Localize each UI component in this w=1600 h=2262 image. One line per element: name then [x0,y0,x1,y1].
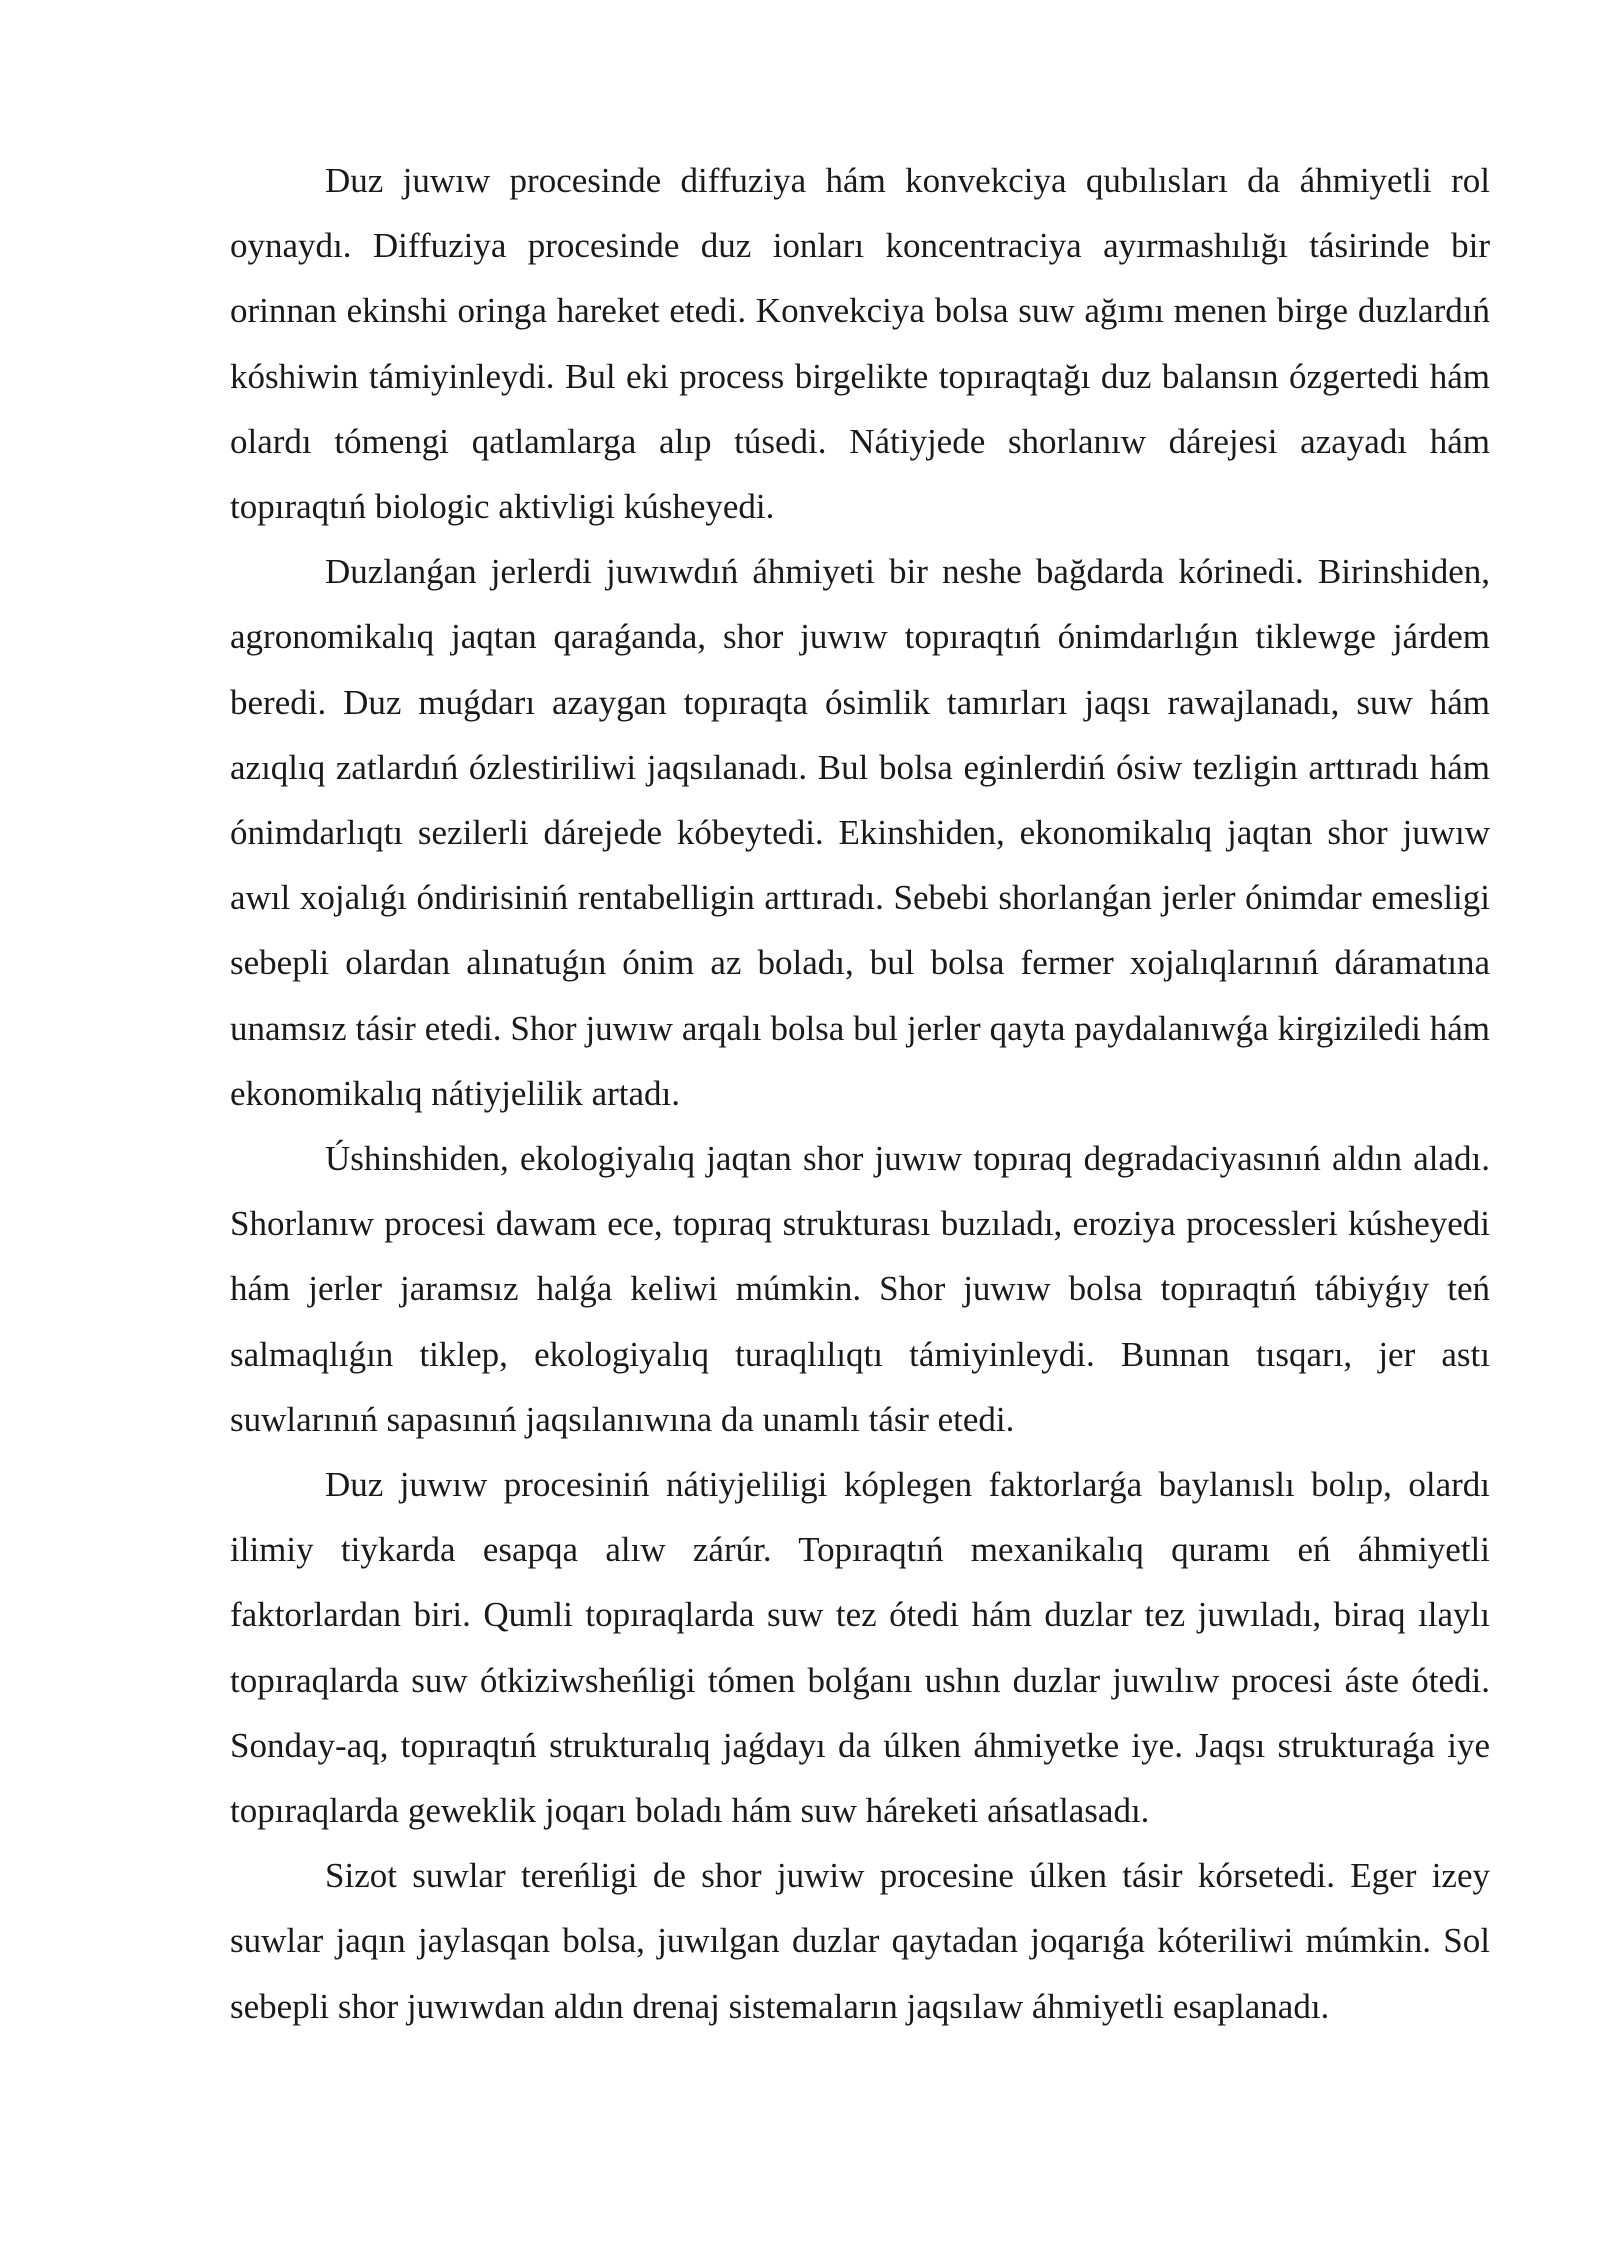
paragraph-groundwater-depth: Sizot suwlar tereńligi de shor juwiw procesine úlken tásir kórsetedi. Eger izey suwlar jaqın jaylasqan bolsa, juwılgan duzlar qaytadan joqarıǵa kóteriliwi múmkin. Sol sebepli shor juwıwdan aldın drenaj sistemaların jaqsılaw áhmiyetli esaplanadı. [230,1856,1490,2026]
paragraph-diffusion-convection: Duz juwıw procesinde diffuziya hám konvekciya qubılısları da áhmiyetli rol oynaydı. Diffuziya procesinde duz ionları koncentraciya ayırmashılığı tásirinde bir orinnan ekinshi oringa hareket etedi. Konvekciya bolsa suw ağımı menen birge duzlardıń kóshiwin támiyinleydi. Bul eki process birgelikte topıraqtağı duz balansın ózgertedi hám olardı tómengi qatlamlarga alıp túsedi. Nátiyjede shorlanıw dárejesi azayadı hám topıraqtıń biologic aktivligi kúsheyedi. [230,161,1490,527]
paragraph-ecological: Úshinshiden, ekologiyalıq jaqtan shor juwıw topıraq degradaciyasınıń aldın aladı. Shorlanıw procesi dawam ece, topıraq strukturası buzıladı, eroziya processleri kúsheyedi hám jerler jaramsız halǵa keliwi múmkin. Shor juwıw bolsa topıraqtıń tábiyǵıy teń salmaqlıǵın tiklep, ekologiyalıq turaqlılıqtı támiyinleydi. Bunnan tısqarı, jer astı suwlarınıń sapasınıń jaqsılanıwına da unamlı tásir etedi. [230,1139,1490,1439]
document-body [230,148,1490,2039]
paragraph-efficiency-factors: Duz juwıw procesiniń nátiyjeliligi kóplegen faktorlarǵa baylanıslı bolıp, olardı ilimiy tiykarda esapqa alıw zárúr. Topıraqtıń mexanikalıq quramı eń áhmiyetli faktorlardan biri. Qumli topıraqlarda suw tez ótedi hám duzlar tez juwıladı, biraq ılaylı topıraqlarda suw ótkiziwsheńligi tómen bolǵanı ushın duzlar juwılıw procesi áste ótedi. Sonday-aq, topıraqtıń strukturalıq jaǵdayı da úlken áhmiyetke iye. Jaqsı strukturaǵa iye topıraqlarda geweklik joqarı boladı hám suw háreketi ańsatlasadı. [230,1465,1490,1831]
paragraph-importance-agronomic-economic: Duzlanǵan jerlerdi juwıwdıń áhmiyeti bir neshe bağdarda kórinedi. Birinshiden, agronomikalıq jaqtan qaraǵanda, shor juwıw topıraqtıń ónimdarlıǵın tiklewge járdem beredi. Duz muǵdarı azaygan topıraqta ósimlik tamırları jaqsı rawajlanadı, suw hám azıqlıq zatlardıń ózlestiriliwi jaqsılanadı. Bul bolsa eginlerdiń ósiw tezligin arttıradı hám ónimdarlıqtı sezilerli dárejede kóbeytedi. Ekinshiden, ekonomikalıq jaqtan shor juwıw awıl xojalıǵı óndirisiniń rentabelligin arttıradı. Sebebi shorlanǵan jerler ónimdar emesligi sebepli olardan alınatuǵın ónim az boladı, bul bolsa fermer xojalıqlarınıń dáramatına unamsız tásir etedi. Shor juwıw arqalı bolsa bul jerler qayta paydalanıwǵa kirgiziledi hám ekonomikalıq nátiyjelilik artadı. [230,552,1490,1113]
